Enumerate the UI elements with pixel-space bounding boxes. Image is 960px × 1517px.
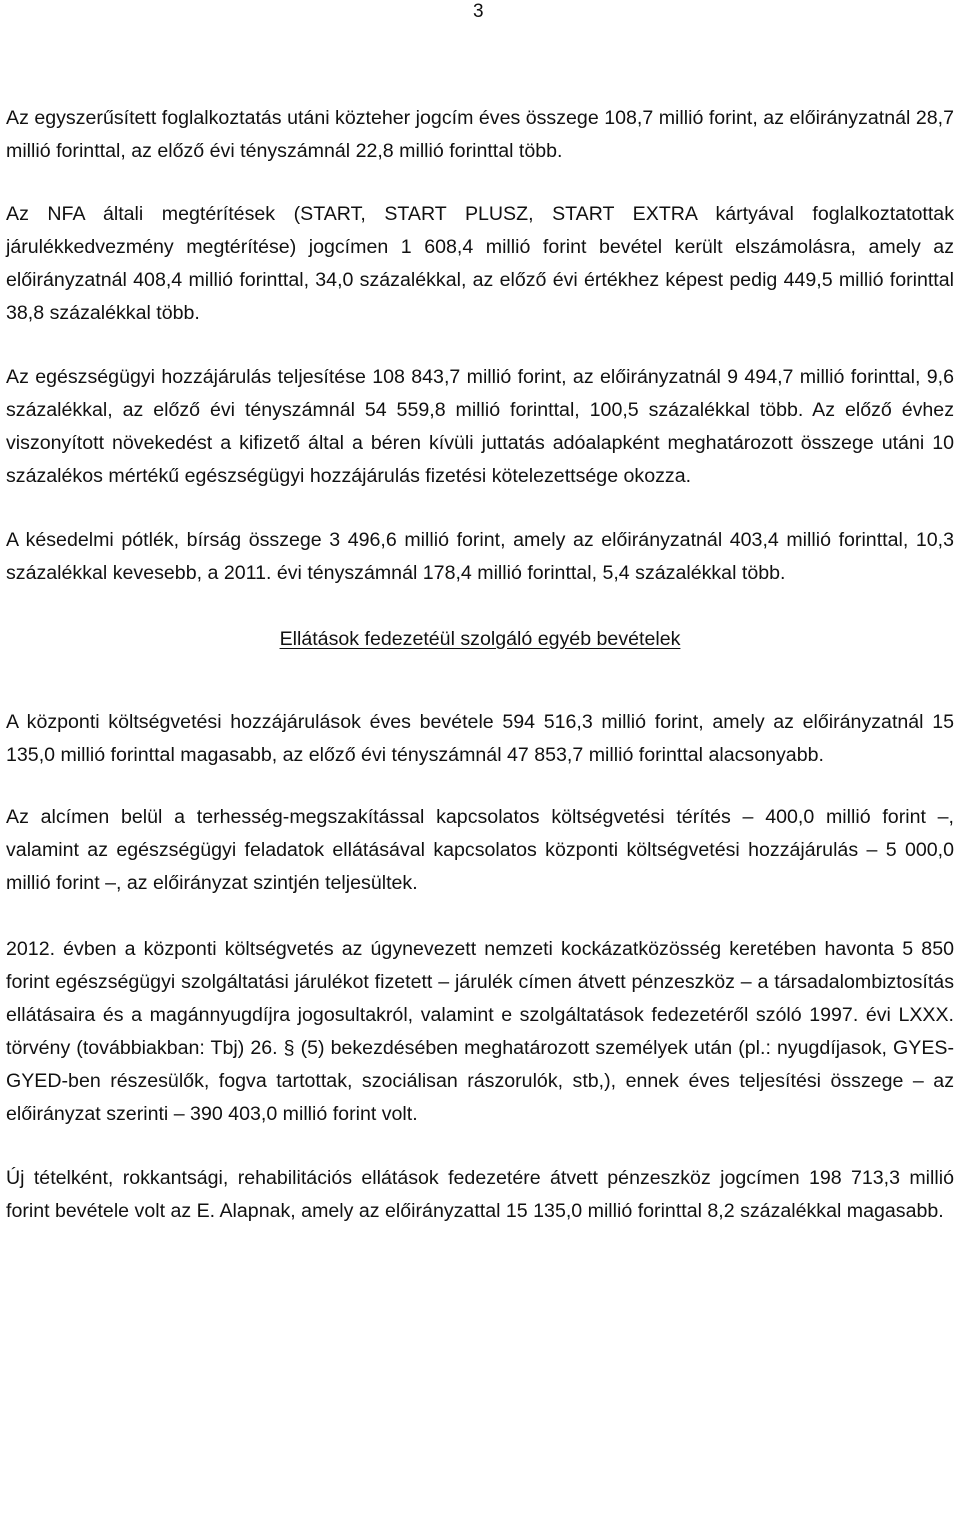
paragraph-simplified-employment: Az egyszerűsített foglalkoztatás utáni közteher jogcím éves összege 108,7 millió forint, az előirányzatnál 28,7 millió forinttal, az előző évi tényszámnál 22,8 millió forinttal több.	[6, 107, 954, 162]
paragraph-central-budget-contributions: A központi költségvetési hozzájárulások éves bevétele 594 516,3 millió forint, amely az előirányzatnál 15 135,0 millió forinttal magasabb, az előző évi tényszámnál 47 853,7 millió forinttal alacsonyabb.	[6, 711, 954, 766]
paragraph-late-fees: A késedelmi pótlék, bírság összege 3 496,6 millió forint, amely az előirányzatnál 403,4 millió forinttal, 10,3 százalékkal kevesebb, a 2011. évi tényszámnál 178,4 millió forinttal, 5,4 százalékkal több.	[6, 529, 954, 584]
paragraph-health-contribution: Az egészségügyi hozzájárulás teljesítése 108 843,7 millió forint, az előirányzatnál 9 494,7 millió forinttal, 9,6 százalékkal, az előző évi tényszámnál 54 559,8 millió forinttal, 100,5 százalékkal több. Az előző évhez viszonyított növekedést a kifizető által a béren kívüli juttatás adóalapként meghatározott összege utáni 10 százalékos mértékű egészségügyi hozzájárulás fizetési kötelezettsége okozza.	[6, 366, 954, 487]
paragraph-subtitle-items: Az alcímen belül a terhesség-megszakítással kapcsolatos költségvetési térítés – 400,0 millió forint –, valamint az egészségügyi feladatok ellátásával kapcsolatos központi költségvetési hozzájárulás – 5 000,0 millió forint –, az előirányzat szintjén teljesültek.	[6, 806, 954, 894]
paragraph-nfa-reimbursements: Az NFA általi megtérítések (START, START PLUSZ, START EXTRA kártyával foglalkoztatottak járulékkedvezmény megtérítése) jogcímen 1 608,4 millió forint bevétel került elszámolásra, amely az előirányzatnál 408,4 millió forinttal, 34,0 százalékkal, az előző évi értékhez képest pedig 449,5 millió forinttal 38,8 százalékkal több.	[6, 203, 954, 324]
page-number: 3	[473, 1, 484, 22]
section-heading: Ellátások fedezetéül szolgáló egyéb bevételek	[279, 628, 681, 650]
paragraph-2012-risk-pool: 2012. évben a központi költségvetés az úgynevezett nemzeti kockázatközösség keretében havonta 5 850 forint egészségügyi szolgáltatási járulékot fizetett – járulék címen átvett pénzeszköz – a társadalombiztosítás ellátásaira és a magánnyugdíjra jogosultakról, valamint e szolgáltatások fedezetéről szóló 1997. évi LXXX. törvény (továbbiakban: Tbj) 26. § (5) bekezdésében meghatározott személyek után (pl.: nyugdíjasok, GYES-GYED-ben részesülők, fogva tartottak, szociálisan rászorulók, stb,), ennek éves teljesítési összege – az előirányzat szerinti – 390 403,0 millió forint volt.	[6, 938, 954, 1125]
paragraph-new-item: Új tételként, rokkantsági, rehabilitációs ellátások fedezetére átvett pénzeszköz jogcímen 198 713,3 millió forint bevétele volt az E. Alapnak, amely az előirányzattal 15 135,0 millió forinttal 8,2 százalékkal magasabb.	[6, 1167, 954, 1222]
document-body	[6, 102, 954, 1258]
